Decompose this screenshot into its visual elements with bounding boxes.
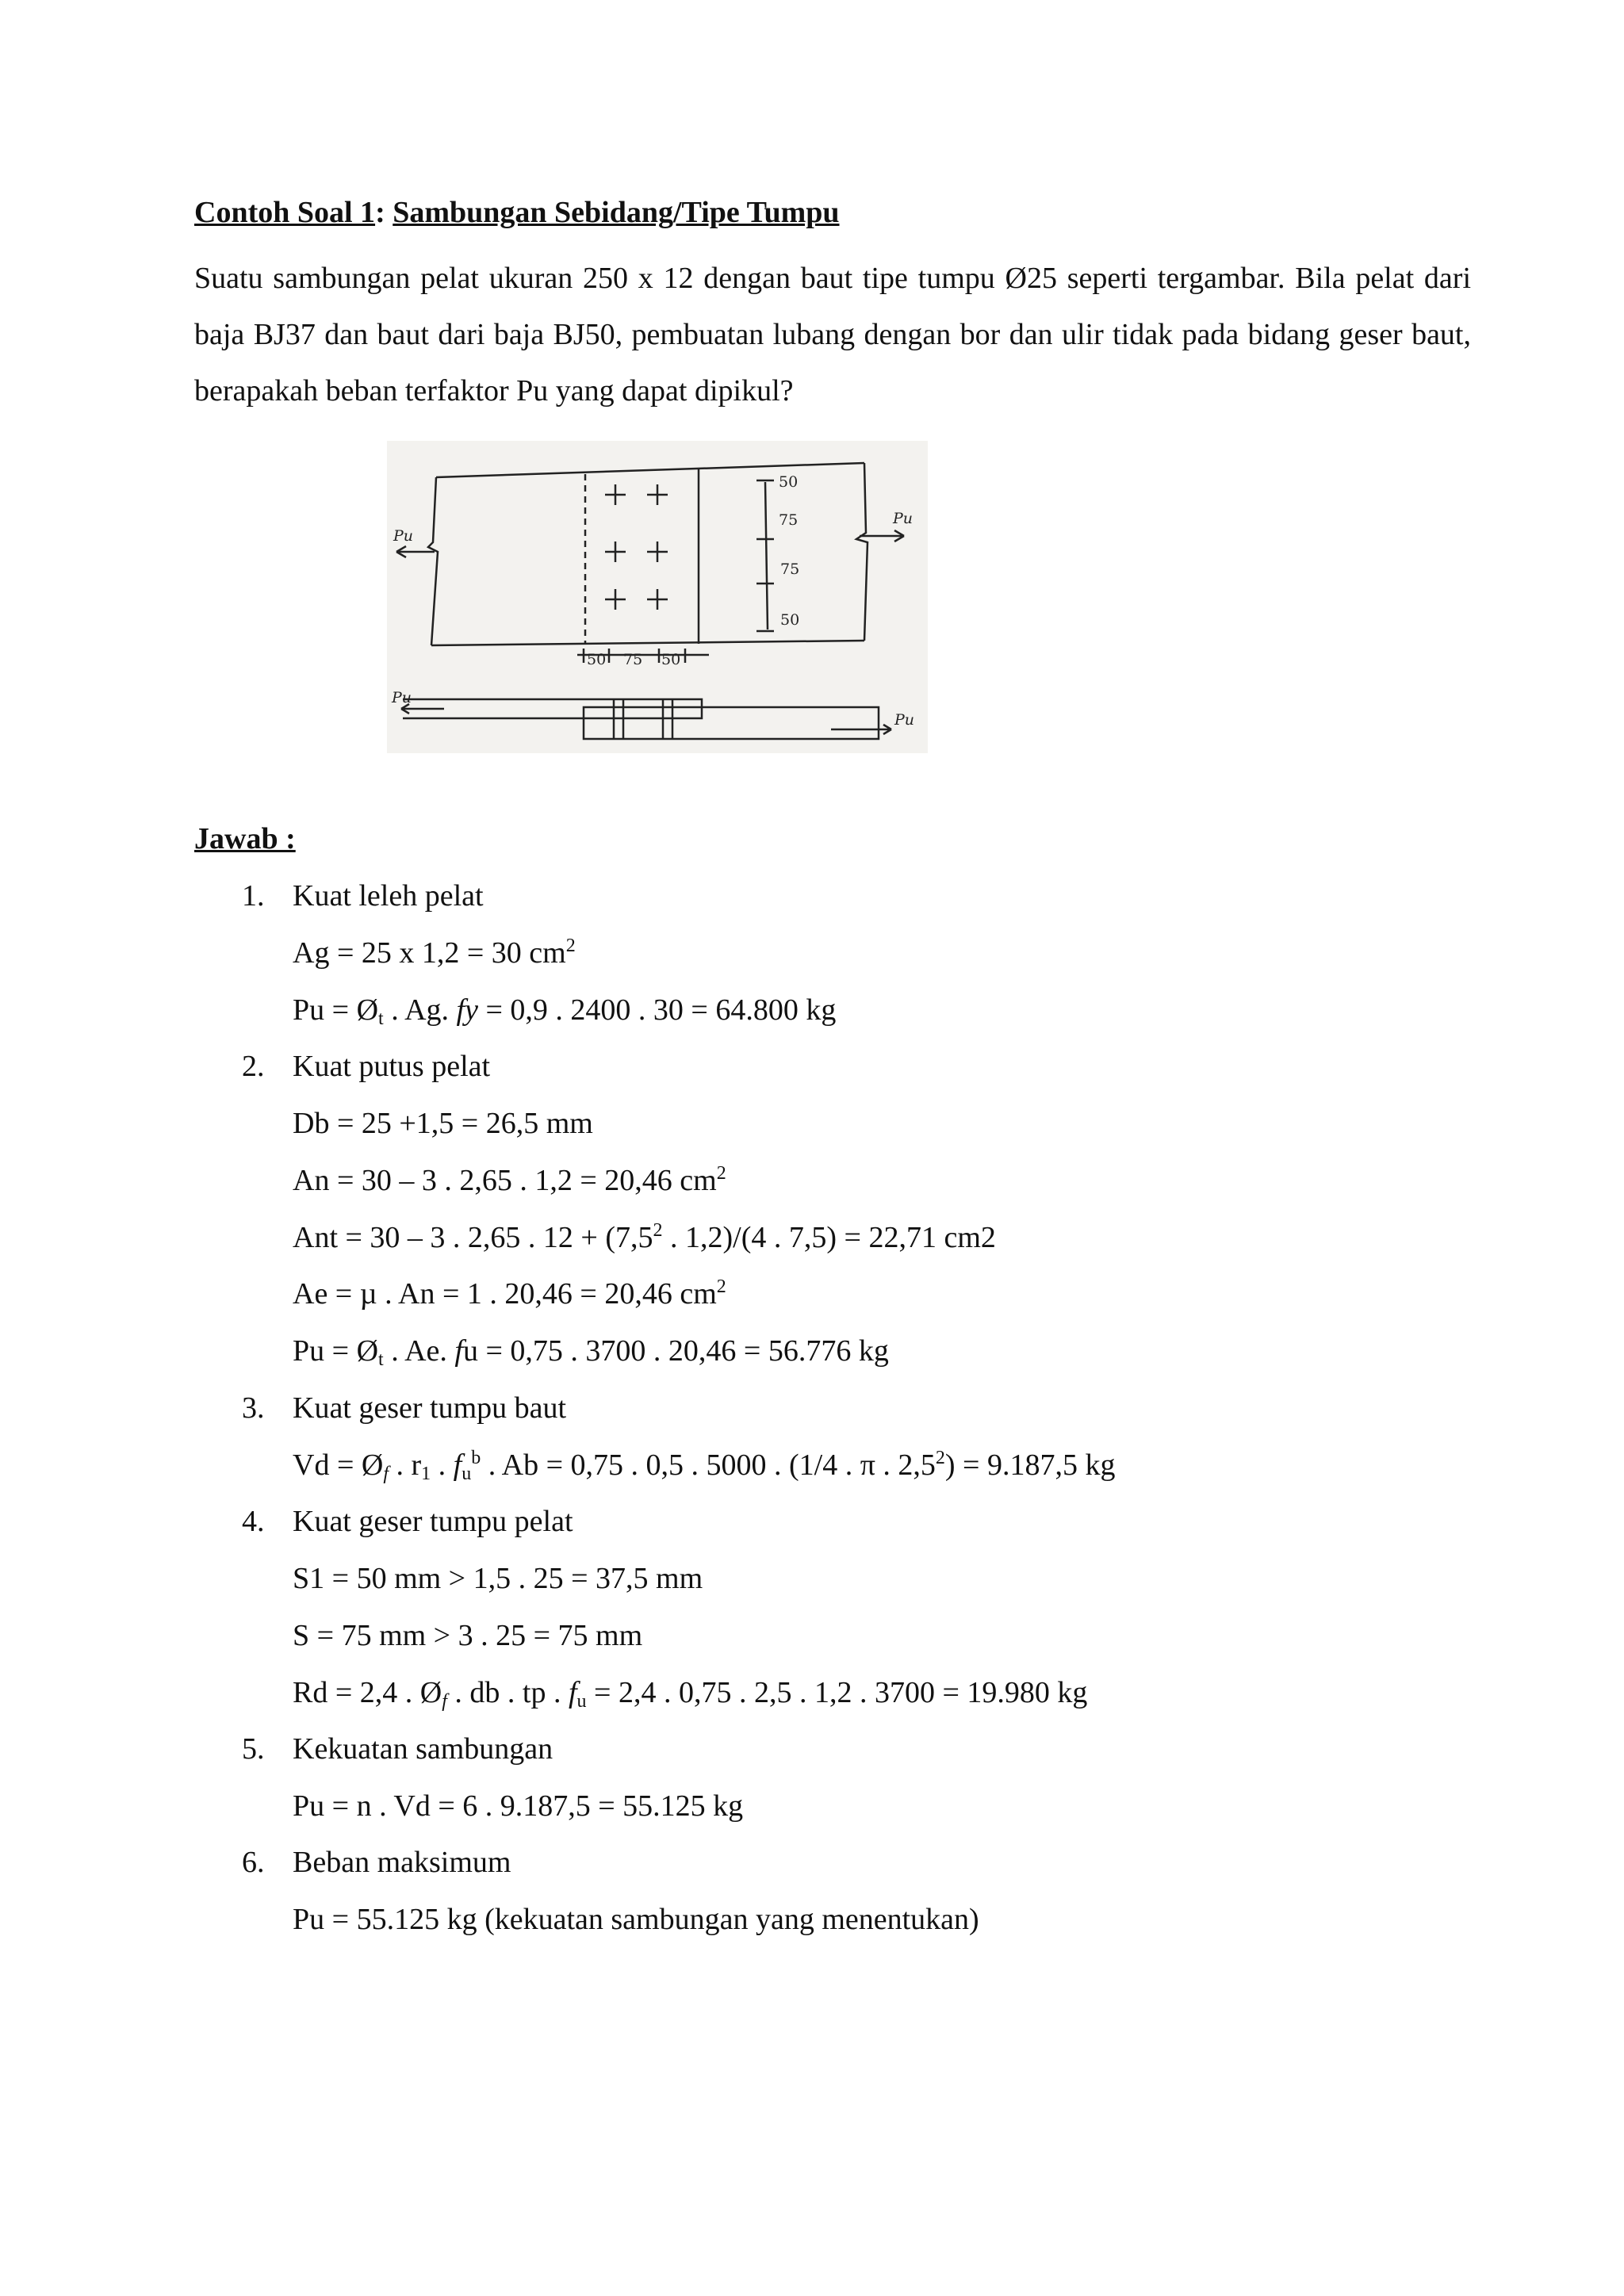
- eq-an: An = 30 – 3 . 2,65 . 1,2 = 20,46 $cm^2$: [293, 1163, 726, 1197]
- section-cut-line: [765, 482, 768, 629]
- plate-top-edge: [436, 463, 864, 477]
- step-title: Kekuatan sambungan: [293, 1732, 553, 1766]
- side-left-plate: [403, 699, 702, 718]
- step-4: [242, 1504, 573, 1539]
- step-2: [242, 1049, 490, 1084]
- eq-rd: Rd = 2,4 . $Ø_f$ . db . tp . $f_u = 2,4$ . 0,75 . 2,5 . 1,2 . 3700 = 19.980 kg: [293, 1676, 1088, 1712]
- bolt-3: [605, 541, 626, 562]
- side-load-right-label: Pu: [894, 711, 915, 729]
- eq-pu-fracture: $Pu = Ø_t$ . Ae. fu = 0,75 . 3700 . 20,46 = 56.776 kg: [293, 1334, 889, 1370]
- vdim-3: 75: [780, 561, 800, 578]
- bolt-1: [605, 484, 626, 505]
- bolt-5: [605, 589, 626, 610]
- hdim-1: 50: [587, 651, 607, 668]
- problem-text: Suatu sambungan pelat ukuran 250 x 12 dengan baut tipe tumpu Ø25 seperti tergambar. Bila pelat dari baja BJ37 dan baut dari baja BJ50, pembuatan lubang dengan bor dan ulir tidak pada bidang geser baut, berapakah beban terfaktor Pu yang dapat dipikul?: [194, 262, 1471, 408]
- step-1: [242, 878, 484, 913]
- problem-statement: [194, 251, 1471, 419]
- right-break-line: [856, 463, 868, 641]
- connection-diagram: [387, 441, 928, 753]
- left-break-line: [428, 477, 438, 645]
- hdim-2: 75: [623, 651, 643, 668]
- step-5: [242, 1732, 553, 1766]
- eq-ag: Ag = 25 x 1,2 = 30 $cm^2$: [293, 936, 576, 970]
- side-right-arrow: [831, 725, 891, 734]
- bolt-2: [647, 484, 668, 505]
- step-number: 5.: [242, 1732, 265, 1766]
- step-number: 6.: [242, 1846, 265, 1879]
- hdim-3: 50: [661, 651, 681, 668]
- eq-pu-yield: $Pu = Ø_t$ . Ag. fy = 0,9 . 2400 . 30 = 64.800 kg: [293, 993, 837, 1029]
- step-title: Beban maksimum: [293, 1846, 511, 1879]
- bolt-6: [647, 589, 668, 610]
- step-number: 2.: [242, 1050, 265, 1083]
- step-number: 1.: [242, 879, 265, 913]
- problem-title: [194, 195, 840, 230]
- eq-ant: Ant = 30 – 3 . 2,65 . $12 + (7,5^2$ . 1,2)/(4 . 7,5) = 22,71 cm2: [293, 1220, 996, 1254]
- vdim-4: 50: [780, 611, 800, 629]
- bolt-4: [647, 541, 668, 562]
- title-separator: :: [375, 196, 393, 229]
- step-title: Kuat geser tumpu baut: [293, 1391, 567, 1425]
- connection-figure: [387, 441, 928, 753]
- step-title: Kuat leleh pelat: [293, 879, 484, 913]
- load-right-label: Pu: [893, 510, 914, 527]
- step-3: [242, 1391, 566, 1425]
- step-number: 4.: [242, 1505, 265, 1538]
- vdim-1: 50: [779, 473, 799, 491]
- side-right-plate: [584, 707, 879, 739]
- answer-heading: Jawab :: [194, 822, 296, 855]
- eq-s1: S1 = 50 mm > 1,5 . 25 = 37,5 mm: [293, 1562, 703, 1595]
- step-number: 3.: [242, 1391, 265, 1425]
- title-label: Contoh Soal 1: [194, 196, 376, 229]
- eq-pu-connection: Pu = n . Vd = 6 . 9.187,5 = 55.125 kg: [293, 1789, 744, 1823]
- step-title: Kuat putus pelat: [293, 1050, 491, 1083]
- load-left-label: Pu: [393, 527, 414, 545]
- eq-db: Db = 25 +1,5 = 26,5 mm: [293, 1107, 593, 1140]
- step-title: Kuat geser tumpu pelat: [293, 1505, 573, 1538]
- eq-pu-max: Pu = 55.125 kg (kekuatan sambungan yang menentukan): [293, 1903, 979, 1936]
- eq-vd: $Vd = Ø_f$ . $r_1$ . $f_u^b$ . Ab = 0,75 . 0,5 . 5000 . (1/4 . π . $2,5^2) = 9.187,5$ kg: [293, 1448, 1116, 1484]
- eq-ae: Ae = µ . An = 1 . 20,46 = 20,46 $cm^2$: [293, 1276, 726, 1311]
- eq-s: S = 75 mm > 3 . 25 = 75 mm: [293, 1619, 643, 1652]
- vdim-2: 75: [779, 511, 799, 529]
- side-load-left-label: Pu: [392, 689, 412, 706]
- plate-bottom-edge: [431, 641, 864, 645]
- step-6: [242, 1845, 511, 1880]
- title-topic: Sambungan Sebidang/Tipe Tumpu: [393, 196, 840, 229]
